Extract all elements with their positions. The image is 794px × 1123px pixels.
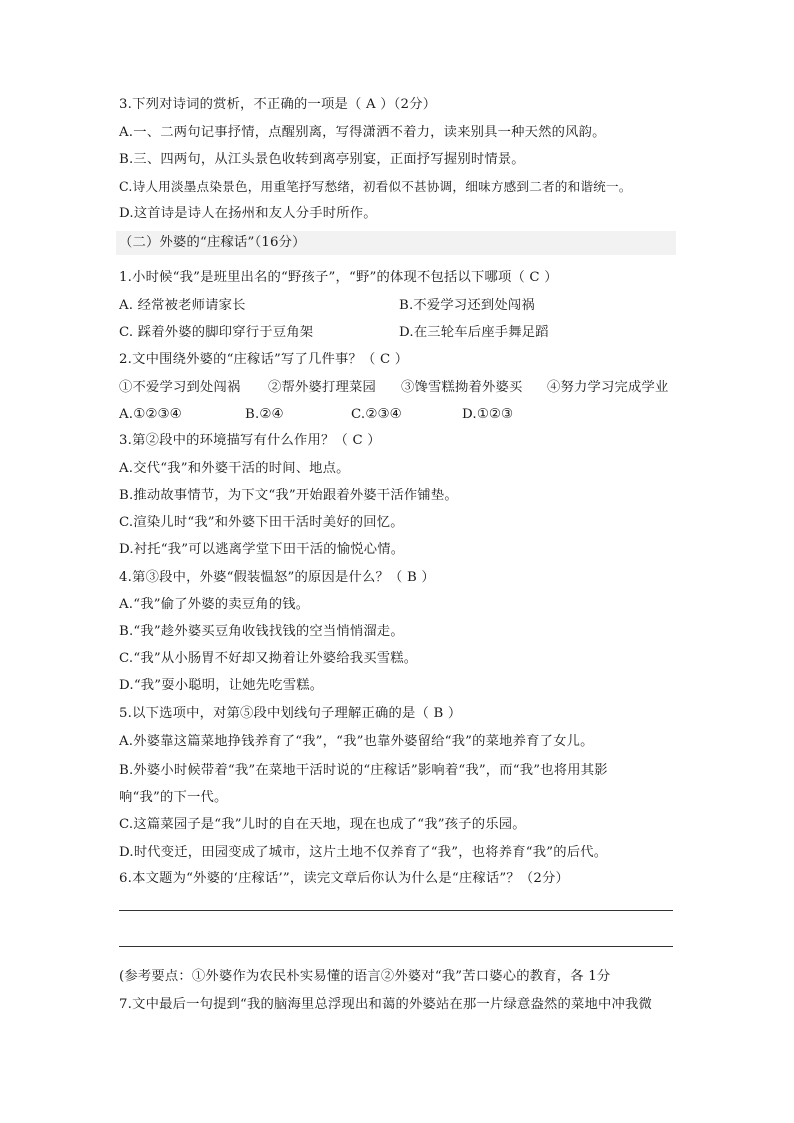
option-c: C.“我”从小肠胃不好却又拗着让外婆给我买雪糕。 [119, 651, 418, 666]
option-a: A. 经常被老师请家长 [119, 298, 246, 313]
option-c: C.渲染儿时“我”和外婆下田干活时美好的回忆。 [119, 515, 404, 530]
event-item: ④努力学习完成学业 [547, 380, 669, 395]
option-c: C.这篇菜园子是“我”儿时的自在天地，现在也成了“我”孩子的乐园。 [119, 817, 526, 832]
question-stem: 5.以下选项中，对第⑤段中划线句子理解正确的是（ B ） [119, 706, 462, 721]
question-stem: 2.文中围绕外婆的“庄稼话”写了几件事？（ C ） [119, 352, 409, 367]
option-d: D.“我”耍小聪明，让她先吃雪糕。 [119, 678, 324, 693]
option-b: B.推动故事情节，为下文“我”开始跟着外婆干活作铺垫。 [119, 488, 458, 503]
option-d: D.这首诗是诗人在扬州和友人分手时所作。 [119, 206, 377, 221]
option-d: D.①②③ [462, 407, 514, 422]
option-b-continued: 响“我”的下一代。 [119, 790, 228, 805]
option-a: A.一、二两句记事抒情，点醒别离，写得潇洒不着力，读来别具一种天然的风韵。 [119, 125, 606, 140]
question-stem: 4.第③段中，外婆“假装愠怒”的原因是什么？（ B ） [119, 570, 435, 585]
event-item: ②帮外婆打理菜园 [268, 380, 376, 395]
section-heading: （二）外婆的“庄稼话”（16分） [119, 235, 306, 250]
event-item: ①不爱学习到处闯祸 [119, 380, 241, 395]
option-b: B.三、四两句，从江头景色收转到离亭别宴，正面抒写握别时情景。 [119, 152, 525, 167]
option-d: D.衬托“我”可以逃离学堂下田干活的愉悦心情。 [119, 542, 405, 557]
question-stem: 6.本文题为“外婆的‘庄稼话’”，读完文章后你认为什么是“庄稼话”？（2分） [119, 871, 569, 886]
question-stem: 3.第②段中的环境描写有什么作用？（ C ） [119, 433, 381, 448]
option-a: A.①②③④ [119, 407, 182, 422]
option-a: A.“我”偷了外婆的卖豆角的钱。 [119, 597, 310, 612]
event-item: ③馋雪糕拗着外婆买 [401, 380, 523, 395]
option-c: C.诗人用淡墨点染景色，用重笔抒写愁绪，初看似不甚协调，细味方感到二者的和谐统一。 [119, 179, 632, 194]
question-stem: 3.下列对诗词的赏析，不正确的一项是（ A ）（2分） [119, 97, 437, 112]
question-stem: 1.小时候“我”是班里出名的“野孩子”，“野”的体现不包括以下哪项（ C ） [119, 270, 558, 285]
option-a: A.外婆靠这篇菜地挣钱养育了“我”，“我”也靠外婆留给“我”的菜地养育了女儿。 [119, 734, 594, 749]
option-c: C. 踩着外婆的脚印穿行于豆角架 [119, 325, 314, 340]
option-a: A.交代“我”和外婆干活的时间、地点。 [119, 461, 350, 476]
option-c: C.②③④ [351, 407, 402, 422]
answer-line [119, 946, 673, 947]
reference-answer: (参考要点：①外婆作为农民朴实易懂的语言②外婆对“我”苦口婆心的教育，各 1分 [119, 969, 611, 984]
option-b: B.外婆小时候带着“我”在菜地干活时说的“庄稼话”影响着“我”，而“我”也将用其影 [119, 763, 608, 778]
option-b: B.不爱学习还到处闯祸 [399, 298, 535, 313]
option-b: B.“我”趁外婆买豆角收钱找钱的空当悄悄溜走。 [119, 624, 404, 639]
question-stem: 7.文中最后一句提到“我的脑海里总浮现出和蔼的外婆站在那一片绿意盎然的菜地中冲我微 [119, 997, 652, 1012]
answer-line [119, 910, 673, 911]
option-b: B.②④ [245, 407, 284, 422]
option-d: D.时代变迁，田园变成了城市，这片土地不仅养育了“我”，也将养育“我”的后代。 [119, 845, 608, 860]
option-d: D.在三轮车后座手舞足蹈 [399, 325, 549, 340]
